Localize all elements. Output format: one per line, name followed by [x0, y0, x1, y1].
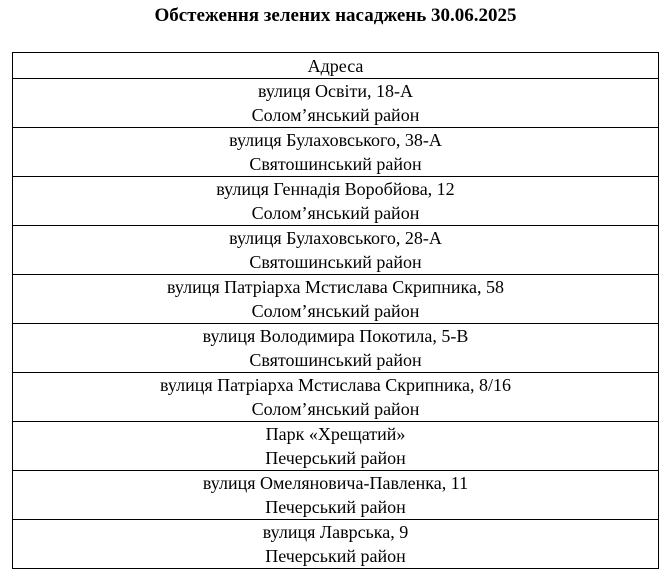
address-column-header: Адреса [13, 53, 659, 79]
district-name: Солом’янський район [251, 203, 420, 223]
address-cell [13, 471, 659, 520]
address-cell [13, 79, 659, 128]
table-row [13, 226, 659, 275]
district-name: Печерський район [265, 497, 406, 517]
table-row [13, 177, 659, 226]
district-name: Солом’янський район [251, 301, 420, 321]
address-table [12, 52, 659, 569]
address-cell [13, 275, 659, 324]
district-name: Солом’янський район [251, 399, 420, 419]
address-cell [13, 324, 659, 373]
address-cell [13, 226, 659, 275]
table-row [13, 128, 659, 177]
table-row [13, 275, 659, 324]
address-cell [13, 177, 659, 226]
address-cell [13, 128, 659, 177]
table-row [13, 471, 659, 520]
table-row [13, 422, 659, 471]
document-title: Обстеження зелених насаджень 30.06.2025 [154, 5, 517, 26]
street-address: вулиця Геннадія Воробйова, 12 [216, 179, 455, 199]
table-row [13, 373, 659, 422]
address-cell [13, 520, 659, 569]
district-name: Солом’янський район [251, 105, 420, 125]
table-row [13, 79, 659, 128]
district-name: Святошинський район [249, 252, 422, 272]
address-cell [13, 422, 659, 471]
street-address: Парк «Хрещатий» [265, 424, 406, 444]
district-name: Святошинський район [249, 350, 422, 370]
street-address: вулиця Володимира Покотила, 5-В [202, 326, 469, 346]
street-address: вулиця Омеляновича-Павленка, 11 [202, 473, 469, 493]
street-address: вулиця Патріарха Мстислава Скрипника, 58 [167, 277, 504, 297]
table-row [13, 520, 659, 569]
district-name: Святошинський район [249, 154, 422, 174]
district-name: Печерський район [265, 546, 406, 566]
street-address: вулиця Патріарха Мстислава Скрипника, 8/16 [160, 375, 511, 395]
street-address: вулиця Лаврська, 9 [262, 522, 409, 542]
street-address: вулиця Булаховського, 28-А [229, 228, 442, 248]
table-row [13, 324, 659, 373]
table-header-row [13, 53, 659, 79]
district-name: Печерський район [265, 448, 406, 468]
street-address: вулиця Освіти, 18-А [257, 81, 414, 101]
street-address: вулиця Булаховського, 38-А [229, 130, 442, 150]
address-cell [13, 373, 659, 422]
